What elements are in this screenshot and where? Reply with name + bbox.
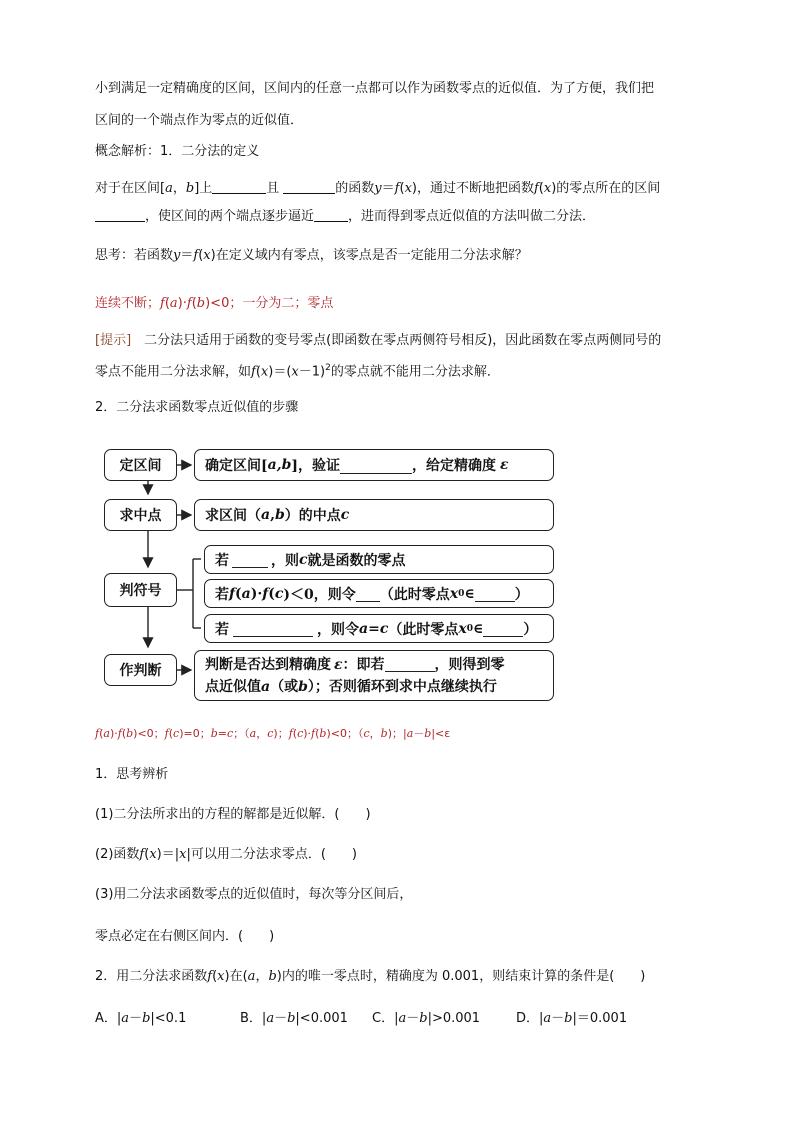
text: 连续不断； — [95, 296, 161, 311]
judge-line-2 — [205, 676, 497, 698]
text: b — [196, 296, 206, 311]
text: 2 — [325, 363, 331, 373]
text: b — [287, 1011, 296, 1026]
blank — [340, 457, 412, 474]
text: ）；否则循环到求中点继续执行 — [307, 678, 497, 695]
text: （此时零点 — [388, 621, 459, 638]
text: － — [129, 1011, 143, 1026]
text: ( — [538, 181, 544, 196]
text: a — [169, 296, 178, 311]
text: )<0； — [133, 727, 165, 740]
text: )· — [177, 296, 187, 311]
text: c — [274, 585, 284, 602]
text: 若 — [215, 586, 229, 603]
concept-heading: 概念解析：1．二分法的定义 — [95, 144, 260, 159]
exercise-1-q3-line1: (3)用二分法求函数零点的近似值时，每次等分区间后， — [95, 887, 413, 902]
text: b — [126, 727, 134, 740]
text: 0 — [458, 588, 465, 599]
text: b — [298, 678, 308, 695]
text: f — [311, 727, 316, 740]
blank — [483, 620, 523, 637]
exercise-1-q2 — [95, 846, 357, 864]
text: )· — [250, 585, 263, 602]
text: )，通过不断地把函数 — [411, 181, 534, 196]
text: )的零点所在的区间 — [551, 181, 661, 196]
text: x — [149, 847, 157, 862]
text: ∈ — [472, 620, 484, 637]
text: a — [398, 1011, 407, 1026]
text: ( — [292, 727, 298, 740]
text: )内的唯一零点时，精确度为 0.001，则结束计算的条件是( ) — [276, 969, 646, 984]
exercise-2-stem — [95, 968, 645, 986]
exercise-1-q1: (1)二分法所求出的方程的解都是近似解．( ) — [95, 807, 371, 822]
box-sign-negative — [204, 579, 554, 608]
text: －1) — [298, 364, 326, 380]
text: f — [533, 181, 539, 196]
text: a — [261, 678, 271, 695]
text: ( — [198, 248, 204, 263]
step-judge: 作判断 — [104, 654, 177, 686]
option-b[interactable] — [240, 1010, 348, 1028]
text: ， — [369, 727, 381, 740]
text: ( — [399, 181, 405, 196]
text: ，给定精确度 — [411, 458, 496, 474]
text: y — [173, 248, 181, 263]
text: f — [262, 585, 269, 602]
text: c — [267, 727, 274, 740]
text: 就是函数的零点 — [307, 552, 406, 569]
text: b — [210, 727, 218, 740]
text: b — [380, 727, 388, 740]
text: （此时零点 — [379, 586, 450, 603]
text: 确定区间[ — [205, 458, 268, 474]
text: a,b — [267, 457, 292, 473]
text: c — [173, 727, 180, 740]
blank — [475, 585, 515, 602]
text: )＝| — [156, 847, 180, 862]
text: ） — [514, 586, 529, 603]
text: 二分法只适用于函数的变号零点(即函数在零点两侧符号相反)，因此函数在零点两侧同号的 — [131, 333, 662, 348]
blank — [233, 620, 313, 637]
text: c — [363, 727, 370, 740]
text: ]，验证 — [291, 458, 340, 474]
step-define-interval: 定区间 — [104, 449, 177, 481]
text: 对于在区间[ — [95, 181, 166, 196]
text: 求区间（ — [205, 508, 261, 524]
text: － — [406, 1011, 420, 1026]
text: )=0； — [179, 727, 211, 740]
text: A．| — [95, 1011, 122, 1026]
text: ε — [334, 656, 343, 673]
text: ( — [191, 296, 197, 311]
option-c[interactable] — [372, 1010, 480, 1028]
text: 的函数 — [335, 181, 375, 196]
text: b — [274, 507, 285, 523]
text: x — [217, 969, 225, 984]
text: , — [270, 507, 275, 523]
blank — [356, 585, 380, 602]
text: ( — [99, 727, 104, 740]
text: )；| — [387, 727, 407, 740]
text: ） — [523, 621, 538, 638]
text: )＜0，则令 — [283, 586, 356, 603]
text: = — [368, 620, 380, 637]
text: ( — [255, 364, 261, 380]
text: f — [229, 585, 236, 602]
text: x — [404, 181, 412, 196]
text: ）的中点 — [284, 508, 341, 524]
box-define-interval — [194, 449, 554, 481]
text: ( — [268, 585, 275, 602]
text: 点近似值 — [205, 678, 261, 695]
text: D．| — [516, 1011, 544, 1026]
text: ∈ — [464, 585, 475, 602]
text: c — [379, 620, 389, 637]
text: b — [564, 1011, 573, 1026]
text: a — [261, 507, 271, 523]
text: a — [359, 620, 369, 637]
text: a — [247, 969, 256, 984]
text: ( — [121, 727, 127, 740]
text: )在定义域内有零点，该零点是否一定能用二分法求解？ — [210, 248, 528, 263]
text: x — [203, 248, 211, 263]
text: － — [413, 727, 425, 740]
hint-tag: [提示] — [95, 333, 132, 348]
blank — [385, 655, 435, 672]
option-d[interactable] — [516, 1010, 627, 1028]
text: ( — [235, 585, 242, 602]
step-check-sign: 判符号 — [104, 573, 177, 607]
text: b — [142, 1011, 151, 1026]
text: b — [268, 969, 277, 984]
text: ( — [212, 969, 218, 984]
text: b — [185, 181, 195, 196]
text: b — [424, 727, 432, 740]
flowchart-answers — [95, 725, 450, 743]
text: 0 — [466, 623, 473, 634]
text: )<0；一分为二；零点 — [205, 296, 334, 311]
text: 判断是否达到精确度 — [205, 656, 331, 673]
text: )； — [273, 727, 289, 740]
text: ，则得到零 — [434, 656, 505, 673]
text: a — [543, 1011, 552, 1026]
exercise-1-heading: 1．思考辨析 — [95, 767, 169, 782]
text: ( — [164, 296, 170, 311]
text: x — [458, 620, 467, 637]
text: )· — [109, 727, 118, 740]
text: |可以用二分法求零点．( ) — [186, 847, 357, 862]
box-find-midpoint — [194, 499, 554, 531]
text: f — [288, 727, 293, 740]
text: － — [551, 1011, 565, 1026]
text: f — [160, 296, 165, 311]
text: f — [394, 181, 400, 196]
text: ， — [172, 181, 186, 196]
box-sign-zero — [204, 545, 554, 574]
text: (2)函数 — [95, 847, 140, 862]
text: b — [319, 727, 327, 740]
text: 思考：若函数 — [95, 248, 174, 263]
text: ，进而得到零点近似值的方法叫做二分法． — [348, 209, 596, 224]
text: y — [374, 181, 382, 196]
text: c — [227, 727, 234, 740]
text: f — [95, 727, 100, 740]
text: a — [121, 1011, 130, 1026]
text: a — [266, 1011, 275, 1026]
text: f — [193, 248, 199, 263]
text: |<0.1 — [150, 1011, 187, 1026]
text: a — [165, 181, 173, 196]
box-sign-positive — [204, 614, 554, 643]
text: |<0.001 — [295, 1011, 348, 1026]
text: x — [260, 364, 269, 380]
option-a[interactable] — [95, 1010, 186, 1028]
text: a — [103, 727, 110, 740]
text: ( — [168, 727, 174, 740]
text: ε — [499, 457, 509, 473]
text: 若 — [215, 621, 229, 638]
text: = — [217, 727, 227, 740]
text: f — [164, 727, 169, 740]
text: f — [207, 969, 213, 984]
text: 零点不能用二分法求解，如 — [95, 364, 252, 380]
text: x — [543, 181, 552, 196]
blank — [232, 551, 268, 568]
text: 若 — [215, 552, 229, 569]
text: f — [117, 727, 122, 740]
text: ， — [256, 727, 268, 740]
text: )<0；（ — [326, 727, 364, 740]
text: a — [249, 727, 257, 740]
text: （或 — [270, 678, 299, 695]
text: ]上 — [194, 181, 213, 196]
text: ；（ — [233, 727, 250, 740]
step-find-midpoint: 求中点 — [104, 499, 177, 531]
text: x — [291, 364, 299, 380]
text: a — [241, 585, 251, 602]
text: x — [449, 585, 459, 602]
text: |>0.001 — [427, 1011, 481, 1026]
text: b — [419, 1011, 428, 1026]
text: ＝ — [381, 181, 395, 196]
text: ，则令 — [317, 621, 359, 638]
exercise-1-q3-line2: 零点必定在右侧区间内．( ) — [95, 929, 275, 944]
text: ， — [255, 969, 269, 984]
text: )＝( — [268, 364, 292, 380]
text: 的零点就不能用二分法求解． — [330, 364, 500, 380]
text: ：即若 — [342, 656, 385, 673]
text: x — [179, 847, 187, 862]
text: ，则 — [271, 552, 299, 569]
text: ( — [144, 847, 150, 862]
text: B．| — [240, 1011, 267, 1026]
text: 2．用二分法求函数 — [95, 969, 208, 984]
intro-line-1: 小到满足一定精确度的区间，区间内的任意一点都可以作为函数零点的近似值．为了方便，我们把 — [95, 81, 655, 96]
text: ，使区间的两个端点逐步逼近 — [145, 209, 315, 224]
text: c — [299, 551, 308, 568]
text: c — [297, 727, 304, 740]
intro-line-2: 区间的一个端点作为零点的近似值． — [95, 113, 304, 128]
text: c — [340, 507, 350, 523]
text: |<ε — [431, 727, 451, 740]
text: － — [274, 1011, 288, 1026]
text: )在( — [224, 969, 248, 984]
text: C．| — [372, 1011, 399, 1026]
text: ( — [315, 727, 320, 740]
judge-line-1 — [205, 654, 505, 676]
text: ＝ — [180, 248, 194, 263]
text: f — [139, 847, 145, 862]
text: f — [186, 296, 192, 311]
text: )· — [303, 727, 312, 740]
text: |＝0.001 — [572, 1011, 628, 1026]
text: 且 — [266, 181, 280, 196]
box-judge — [194, 650, 554, 701]
steps-heading: 2．二分法求函数零点近似值的步骤 — [95, 400, 299, 415]
text: f — [251, 364, 256, 380]
text: a — [406, 727, 414, 740]
